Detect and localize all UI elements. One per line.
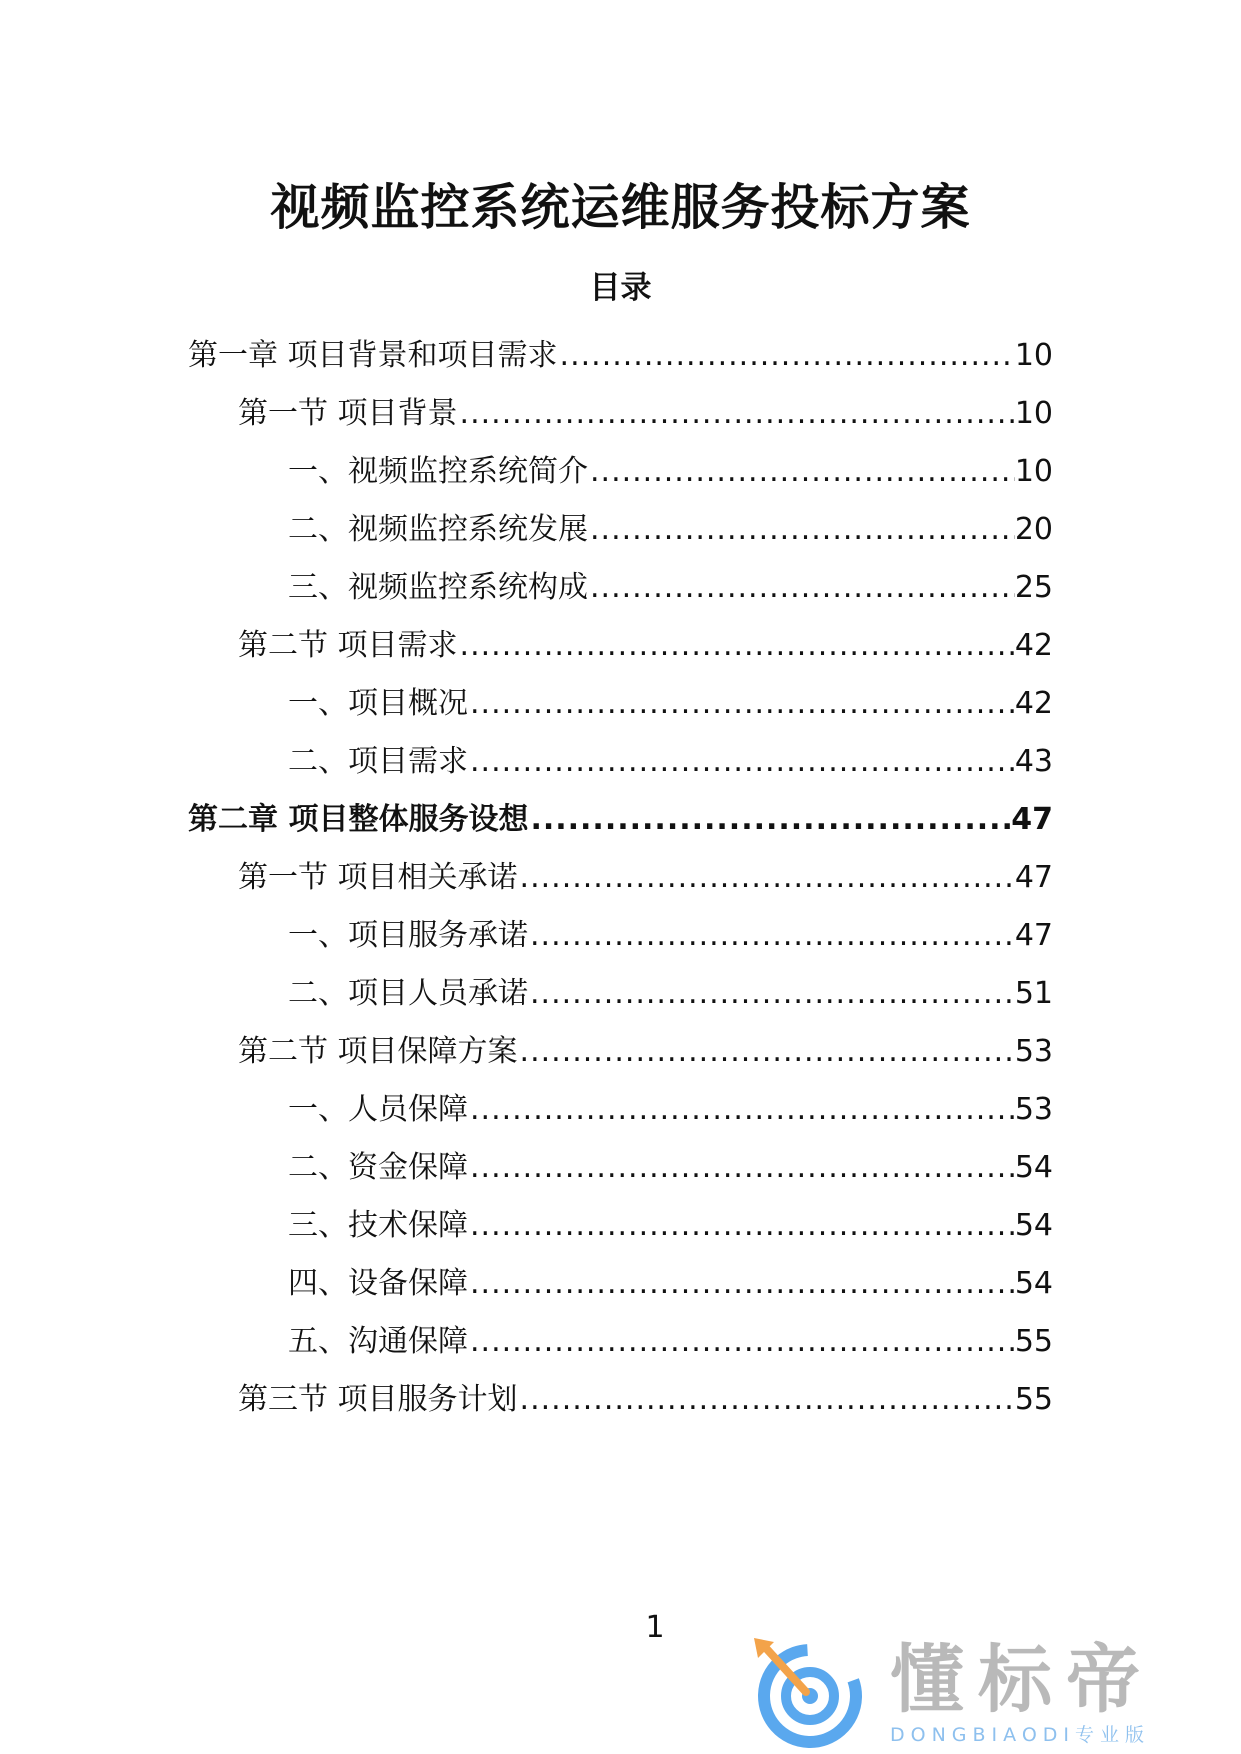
toc-entry-item[interactable] (288, 1084, 1053, 1130)
toc-dot-leader (468, 1090, 1015, 1130)
toc-dot-leader (468, 742, 1015, 782)
toc-entry-page: 53 (1014, 1034, 1053, 1069)
toc-entry-item[interactable] (288, 1142, 1053, 1188)
toc-entry-item[interactable] (288, 504, 1053, 550)
toc-heading: 目录 (589, 270, 652, 306)
toc-entry-label: 四、设备保障 (288, 1266, 468, 1301)
toc-entry-label: 第二节 项目需求 (238, 628, 458, 663)
toc-entry-label: 第一章 项目背景和项目需求 (188, 338, 558, 373)
toc-entry-label: 三、视频监控系统构成 (288, 570, 588, 605)
toc-entry-item[interactable] (288, 968, 1053, 1014)
toc-entry-label: 第一节 项目相关承诺 (238, 860, 518, 895)
toc-entry-label: 一、项目概况 (288, 686, 468, 721)
toc-dot-leader (588, 568, 1015, 608)
toc-entry-label: 五、沟通保障 (288, 1324, 468, 1359)
toc-entry-page: 10 (1014, 454, 1053, 489)
toc-dot-leader (468, 684, 1015, 724)
target-logo-icon (748, 1636, 868, 1748)
toc-entry-page: 10 (1014, 396, 1053, 431)
toc-dot-leader (588, 452, 1015, 492)
toc-dot-leader (528, 974, 1015, 1014)
toc-entry-page: 47 (1014, 918, 1053, 953)
toc-entry-page: 54 (1014, 1266, 1053, 1301)
toc-dot-leader (468, 1264, 1015, 1304)
toc-dot-leader (518, 1032, 1015, 1072)
toc-entry-label: 第一节 项目背景 (238, 396, 458, 431)
page-number: 1 (645, 1610, 665, 1645)
toc-dot-leader (528, 916, 1015, 956)
toc-entry-section[interactable] (238, 1026, 1053, 1072)
toc-entry-section[interactable] (238, 1374, 1053, 1420)
toc-entry-label: 二、项目需求 (288, 744, 468, 779)
toc-entry-page: 25 (1014, 570, 1053, 605)
toc-entry-item[interactable] (288, 1258, 1053, 1304)
toc-entry-section[interactable] (238, 852, 1053, 898)
toc-entry-page: 47 (1014, 860, 1053, 895)
toc-dot-leader (558, 336, 1015, 376)
toc-entry-label: 三、技术保障 (288, 1208, 468, 1243)
toc-dot-leader (518, 858, 1015, 898)
toc-dot-leader (518, 1380, 1015, 1420)
toc-entry-page: 55 (1014, 1382, 1053, 1417)
toc-entry-label: 二、项目人员承诺 (288, 976, 528, 1011)
toc-entry-item[interactable] (288, 562, 1053, 608)
watermark-subtitle: DONGBIAODI专业版 (890, 1724, 1151, 1746)
toc-entry-page: 42 (1014, 686, 1053, 721)
toc-entry-item[interactable] (288, 736, 1053, 782)
toc-entry-label: 一、视频监控系统简介 (288, 454, 588, 489)
toc-dot-leader (468, 1206, 1015, 1246)
toc-entry-chapter[interactable] (188, 330, 1053, 376)
toc-entry-label: 第三节 项目服务计划 (238, 1382, 518, 1417)
toc-entry-item[interactable] (288, 910, 1053, 956)
toc-entry-label: 二、视频监控系统发展 (288, 512, 588, 547)
toc-entry-item[interactable] (288, 1316, 1053, 1362)
toc-entry-label: 第二节 项目保障方案 (238, 1034, 518, 1069)
toc-entry-label: 一、项目服务承诺 (288, 918, 528, 953)
toc-entry-page: 54 (1014, 1150, 1053, 1185)
toc-entry-item[interactable] (288, 446, 1053, 492)
toc-entry-section[interactable] (238, 388, 1053, 434)
watermark (740, 1636, 1220, 1748)
toc-entry-label: 一、人员保障 (288, 1092, 468, 1127)
toc-entry-page: 43 (1014, 744, 1053, 779)
toc-dot-leader (458, 394, 1015, 434)
toc-dot-leader (588, 510, 1015, 550)
toc-entry-page: 51 (1014, 976, 1053, 1011)
toc-dot-leader (458, 626, 1015, 666)
toc-entry-page: 42 (1014, 628, 1053, 663)
toc-entry-page: 20 (1014, 512, 1053, 547)
toc-entry-item[interactable] (288, 678, 1053, 724)
toc-entry-page: 53 (1014, 1092, 1053, 1127)
toc-entry-label: 二、资金保障 (288, 1150, 468, 1185)
toc-dot-leader (468, 1322, 1015, 1362)
watermark-brand: 懂标帝 (890, 1637, 1154, 1723)
toc-entry-page: 54 (1014, 1208, 1053, 1243)
toc-entry-chapter[interactable] (188, 794, 1053, 840)
toc-entry-page: 47 (1011, 802, 1053, 837)
document-title: 视频监控系统运维服务投标方案 (270, 179, 971, 236)
toc-entry-page: 10 (1014, 338, 1053, 373)
toc-entry-page: 55 (1014, 1324, 1053, 1359)
toc-entry-section[interactable] (238, 620, 1053, 666)
toc-entry-item[interactable] (288, 1200, 1053, 1246)
toc-dot-leader (468, 1148, 1015, 1188)
toc-dot-leader (528, 800, 1011, 840)
toc-entry-label: 第二章 项目整体服务设想 (188, 802, 529, 837)
